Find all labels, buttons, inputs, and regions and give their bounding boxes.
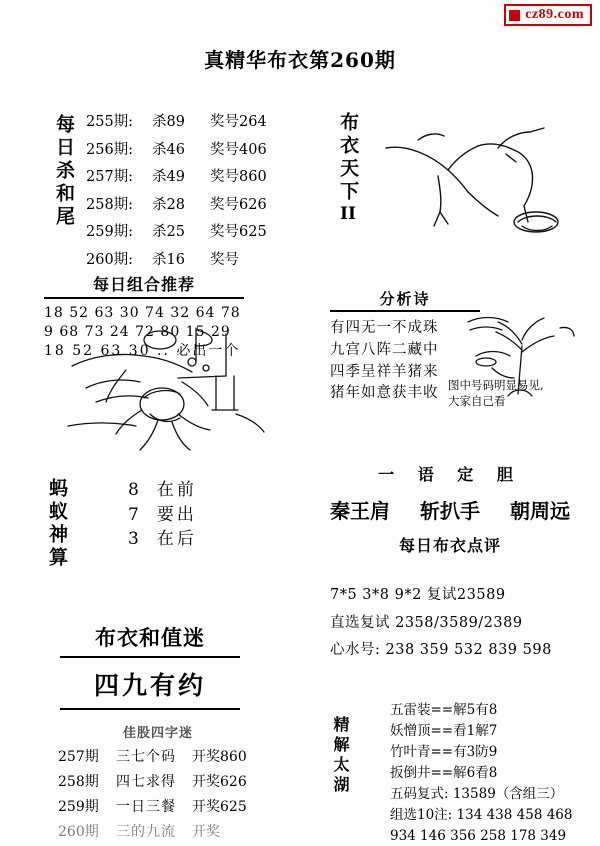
row-period: 255期: [86,114,134,130]
bottom-riddle-table [58,722,258,841]
poem-line-3: 四季呈祥羊猪来 [330,363,439,380]
taihu-line-4: 扳倒井==解6看8 [390,764,498,781]
combo-line-3: 18 52 63 30 .. 必出一个 [44,342,241,359]
row-period: 259期: [86,224,134,240]
footnote-line-1: 图中号码明显易见, [448,378,544,392]
row-award: 奖号625 [210,224,267,240]
taihu-lines [390,700,572,846]
row-kill: 杀89 [152,114,185,130]
analysis-poem-footnote [448,378,544,409]
taihu-line-1: 五雷装==解5有8 [390,702,498,718]
dan-word-1: 秦王肩 [330,499,390,523]
poem-line-2: 九宫八阵二藏中 [330,341,439,358]
ant-number-1: 8 [128,480,139,500]
table-row [86,248,267,269]
taihu-label: 精解太湖 [331,716,350,796]
row-kill: 杀28 [152,196,185,213]
right-numbers-line-2: 直选复试 2358/3589/2389 [330,614,523,631]
dan-word-2: 斩扒手 [420,499,480,523]
row-text: 三的九流 [116,824,176,840]
row-period: 259期 [58,799,99,815]
row-period: 257期 [58,749,99,765]
row-period: 258期: [86,196,134,213]
table-row [86,165,267,186]
sketch-bird-tree [378,118,568,248]
ant-divination-numbers [128,478,139,552]
ant-divination-section [44,478,197,570]
row-kill: 杀49 [152,169,185,185]
row-kill: 杀46 [152,141,185,158]
table-row [58,821,258,841]
ant-divination-words [157,478,197,552]
row-period: 260期: [86,251,134,268]
row-award: 奖号406 [210,141,267,158]
taihu-line-2: 妖憎顶==看1解7 [390,722,498,739]
row-kill: 杀25 [152,224,185,240]
buyi-tianxia-label [336,112,360,225]
combo-line-2: 9 68 73 24 72 80 15 29 [44,323,231,340]
analysis-poem-title: 分析诗 [330,288,480,312]
row-period: 258期 [58,774,99,790]
hezhi-riddle-subtitle: 四九有约 [60,666,240,710]
row-period: 257期: [86,169,134,185]
daily-kill-section [48,110,267,275]
table-row [86,193,267,214]
ant-word-3: 在后 [156,529,197,550]
hezhi-riddle-section [60,622,240,710]
row-text: 一日三餐 [116,799,176,815]
buyi-tianxia-cn: 布衣天下 [337,112,360,204]
row-award: 奖号 [210,251,239,268]
row-kill: 杀16 [152,251,185,268]
hezhi-riddle-title: 布衣和值迷 [60,622,240,658]
poem-line-1: 有四无一不成珠 [330,320,439,336]
taihu-line-5: 五码复式: 13589（含组三） [390,785,564,802]
row-award: 开奖625 [192,799,247,815]
ant-divination-label: 蚂蚁神算 [46,478,68,570]
table-row [86,220,267,241]
right-numbers-section [330,582,552,665]
row-award: 开奖860 [192,749,247,765]
buyi-tianxia-roman: II [340,204,356,224]
daily-kill-rows [86,110,267,275]
row-award: 开奖 [192,824,220,840]
row-award: 奖号626 [210,196,267,213]
row-period: 260期 [58,824,99,840]
watermark-square-icon [509,10,520,21]
ant-word-2: 要出 [156,504,197,525]
poem-line-4: 猪年如意获丰收 [330,385,439,402]
row-award: 开奖626 [192,774,247,790]
sketch-ant-scene [66,318,286,458]
table-row [58,746,258,766]
footnote-line-2: 大家自己看 [448,393,506,408]
row-text: 四七求得 [116,774,176,790]
table-row [86,110,267,131]
row-period: 256期: [86,141,134,158]
table-row [86,138,267,159]
watermark-label: cz89.com [525,7,584,22]
row-award: 奖号264 [210,114,267,130]
combo-line-1: 18 52 63 30 74 32 64 78 [44,305,241,321]
table-row [58,796,258,816]
page-title: 真精华布衣第260期 [204,48,396,72]
taihu-line-3: 竹叶青==有3防9 [390,743,498,760]
ant-number-2: 7 [128,504,139,525]
right-numbers-line-3: 心水号: 238 359 532 839 598 [330,642,552,659]
one-word-dan-section [330,462,570,556]
daily-kill-label: 每日杀和尾 [53,114,75,229]
watermark-badge [504,4,592,26]
taihu-line-7: 934 146 356 258 178 349 [390,827,567,844]
row-text: 三七个码 [116,749,176,765]
ant-word-1: 在前 [156,480,197,500]
taihu-line-6: 组选10注: 134 438 458 468 [390,806,573,823]
one-word-dan-title: 一 语 定 胆 [378,465,522,484]
one-word-dan-subtitle: 每日布衣点评 [398,536,501,555]
dan-word-3: 朝周远 [510,499,570,523]
right-numbers-line-1: 7*5 3*8 9*2 复试23589 [330,587,506,603]
daily-combo-title: 每日组合推荐 [44,272,244,299]
ant-number-3: 3 [128,529,139,550]
bottom-riddle-title: 佳股四字迷 [122,726,193,741]
one-word-dan-words [330,495,570,524]
row-award: 奖号860 [210,169,267,185]
table-row [58,771,258,791]
